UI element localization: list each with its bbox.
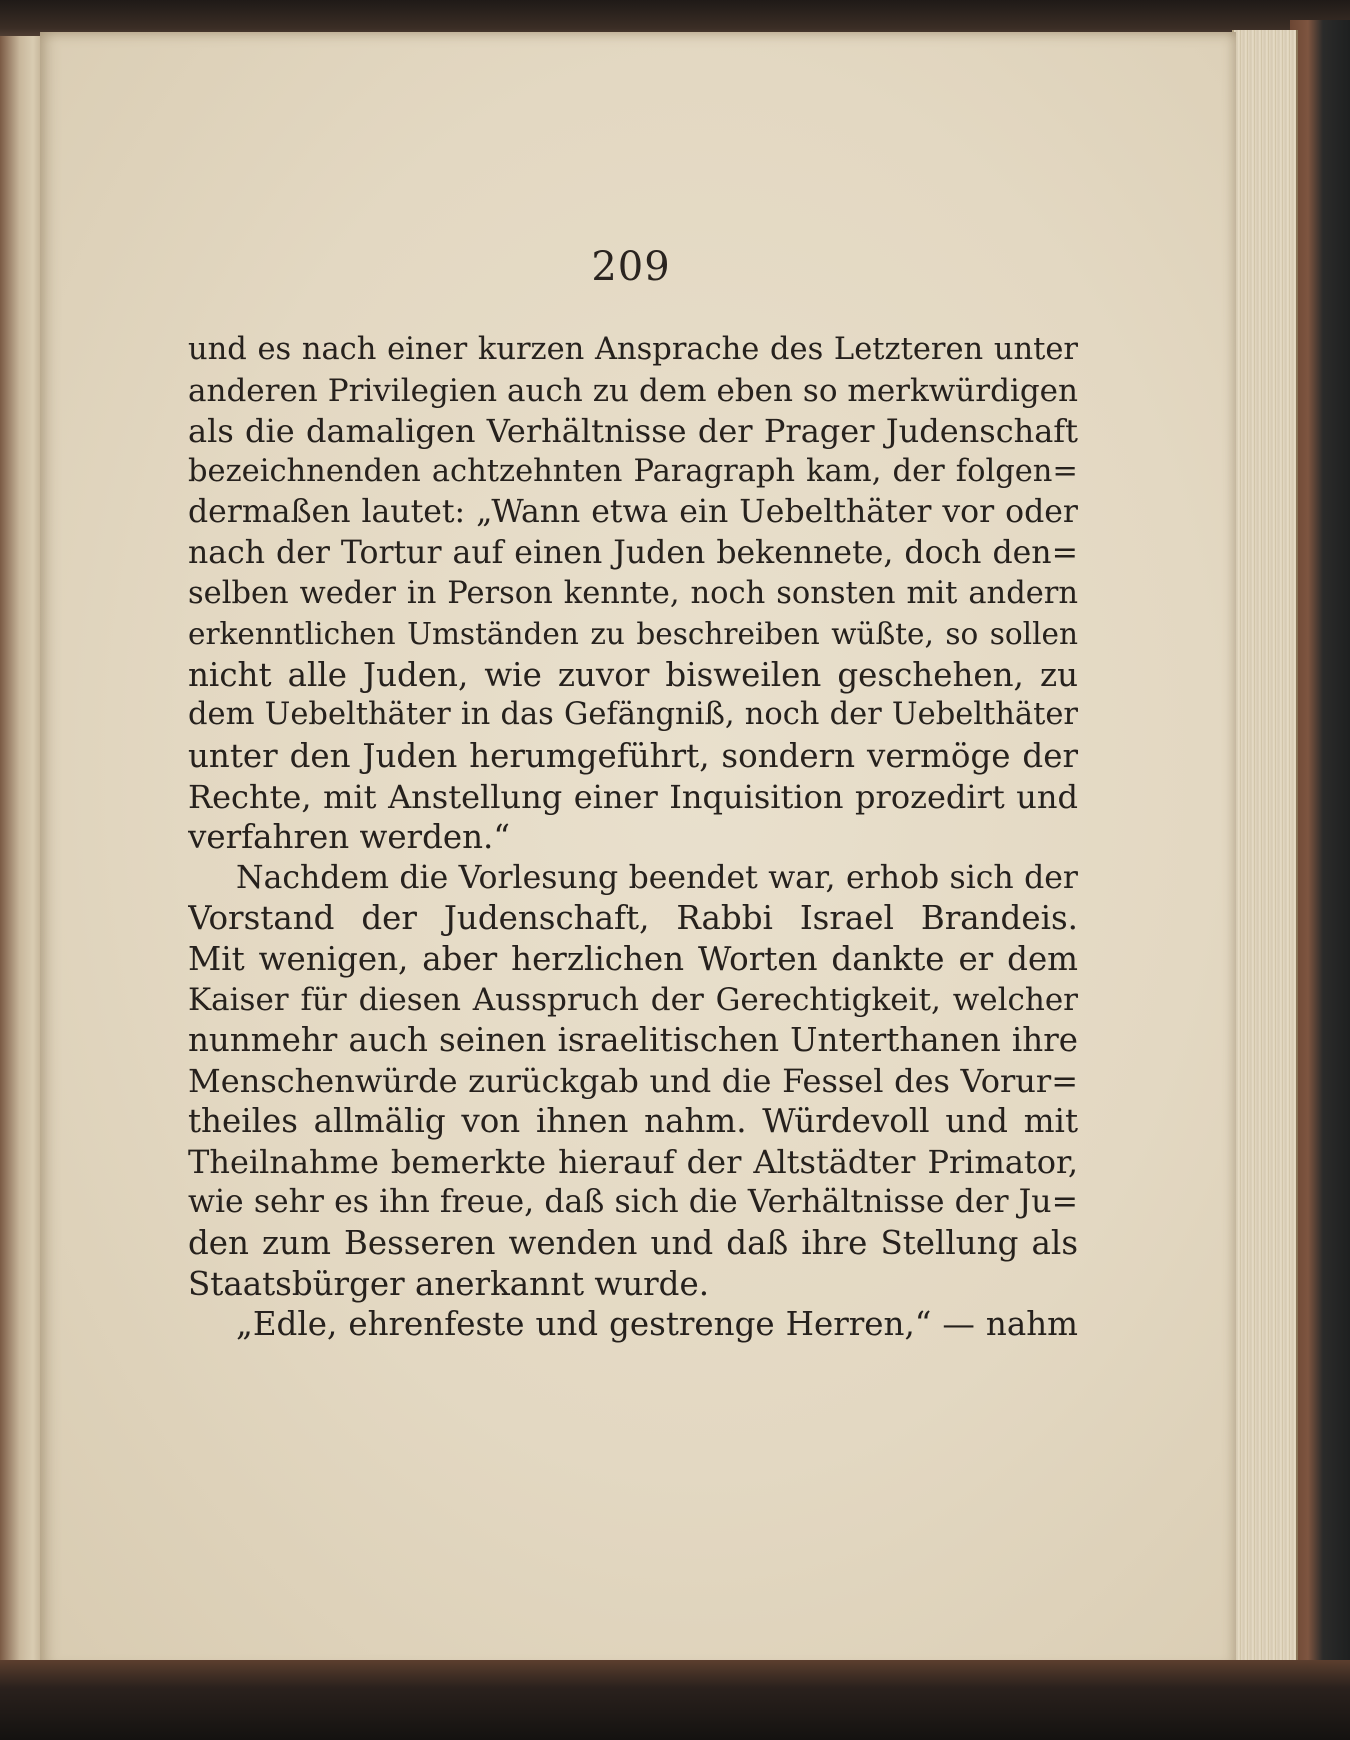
- text-line: dem Uebelthäter in das Gefängniß, noch der Uebelthäter: [188, 697, 1078, 733]
- text-line: Kaiser für diesen Ausspruch der Gerechtigkeit, welcher: [188, 981, 1078, 1018]
- text-line: bezeichnenden achtzehnten Paragraph kam, der folgen=: [188, 453, 1078, 489]
- text-line: dermaßen lautet: „Wann etwa ein Uebelthäter vor oder: [188, 494, 1078, 531]
- text-line: Staatsbürger anerkannt wurde.: [188, 1264, 710, 1303]
- text-line: den zum Besseren wenden und daß ihre Stellung als: [188, 1224, 1078, 1263]
- page-stack-edges: [1232, 30, 1298, 1670]
- text-line: Menschenwürde zurückgab und die Fessel des Vorur=: [188, 1061, 1078, 1100]
- text-line: Mit wenigen, aber herzlichen Worten dankte er dem: [188, 939, 1078, 978]
- table-surface: [0, 1660, 1350, 1740]
- text-line: Nachdem die Vorlesung beendet war, erhob sich der: [236, 859, 1078, 896]
- text-line: Theilnahme bemerkte hierauf der Altstädter Primator,: [188, 1142, 1078, 1181]
- text-line: Rechte, mit Anstellung einer Inquisition prozedirt und: [188, 777, 1078, 816]
- text-line: wie sehr es ihn freue, daß sich die Verhältnisse der Ju=: [188, 1184, 1078, 1221]
- page-text: [188, 330, 1078, 1345]
- text-line: nunmehr auch seinen israelitischen Unterthanen ihre: [188, 1021, 1078, 1060]
- page-number: 209: [591, 244, 671, 290]
- text-line: anderen Privilegien auch zu dem eben so merkwürdigen: [188, 372, 1078, 409]
- text-line: unter den Juden herumgeführt, sondern vermöge der: [188, 736, 1078, 775]
- text-line: erkenntlichen Umständen zu beschreiben wüßte, so sollen: [188, 617, 1078, 652]
- text-line: Vorstand der Judenschaft, Rabbi Israel Brandeis.: [188, 899, 1078, 938]
- text-line: nicht alle Juden, wie zuvor bisweilen geschehen, zu: [188, 655, 1078, 694]
- text-line: und es nach einer kurzen Ansprache des Letzteren unter: [188, 332, 1078, 367]
- text-line: nach der Tortur auf einen Juden bekennete, doch den=: [188, 534, 1078, 571]
- text-line: selben weder in Person kennte, noch sonsten mit andern: [188, 575, 1078, 611]
- text-line: verfahren werden.“: [188, 818, 511, 857]
- text-line: „Edle, ehrenfeste und gestrenge Herren,“ — nahm: [236, 1305, 1078, 1344]
- text-line: theiles allmälig von ihnen nahm. Würdevoll und mit: [188, 1102, 1078, 1141]
- book-cover-edge: [1290, 20, 1350, 1680]
- text-line: als die damaligen Verhältnisse der Prager Judenschaft: [188, 412, 1078, 451]
- book-page: [40, 32, 1236, 1670]
